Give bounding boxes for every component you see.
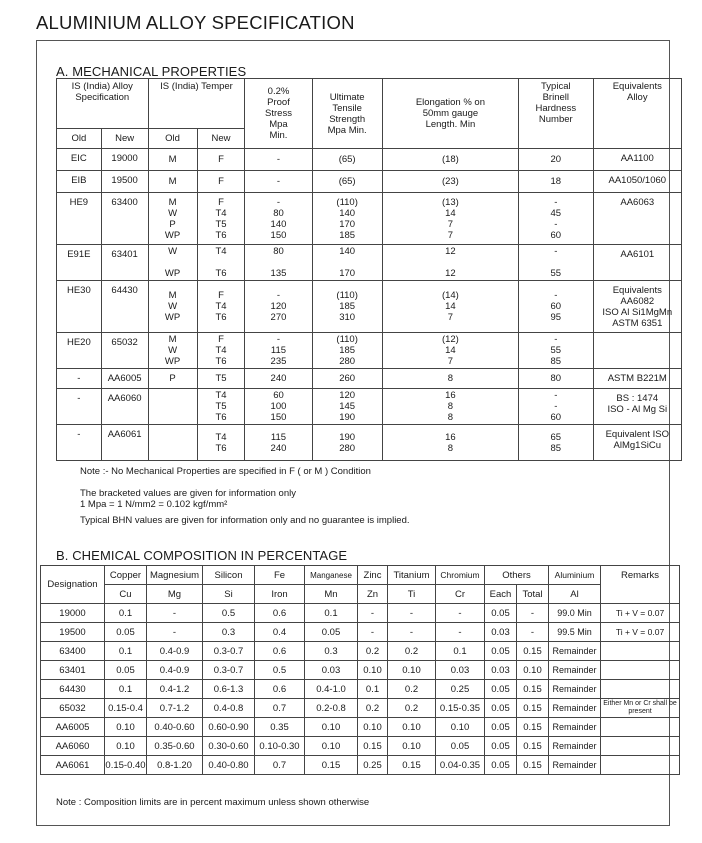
comp-cell-rem	[601, 718, 680, 737]
comp-cell-each: 0.03	[485, 623, 517, 642]
comp-cell-al: Remainder	[549, 642, 601, 661]
mech-cell-proof: -	[245, 149, 312, 171]
comp-cell-fe: 0.7	[255, 756, 305, 775]
comp-cell-total: 0.15	[517, 642, 549, 661]
comp-cell-ti: 0.2	[388, 680, 436, 699]
note-mechanical: Note :- No Mechanical Properties are specified in F ( or M ) Condition	[80, 466, 371, 477]
comp-cell-cu: 0.1	[105, 642, 147, 661]
comp-row	[41, 756, 680, 775]
mech-cell-equiv: Equivalents AA6082 ISO Al Si1MgMn ASTM 6351	[593, 281, 681, 333]
comp-cell-rem	[601, 756, 680, 775]
comp-cell-cr: 0.04-0.35	[436, 756, 485, 775]
comp-cell-mg: 0.35-0.60	[147, 737, 203, 756]
comp-cell-d: AA6060	[41, 737, 105, 756]
comp-cell-si: 0.60-0.90	[203, 718, 255, 737]
comp-cell-al: Remainder	[549, 699, 601, 718]
comp-cell-ti: 0.10	[388, 737, 436, 756]
mech-cell-uts: (65)	[312, 171, 382, 193]
mech-cell-t-new: F T4 T6	[197, 281, 245, 333]
comp-cell-si: 0.3-0.7	[203, 661, 255, 680]
comp-cell-si: 0.30-0.60	[203, 737, 255, 756]
note-units: 1 Mpa = 1 N/mm2 = 0.102 kgf/mm²	[80, 499, 228, 510]
mech-cell-uts: 140 170	[312, 245, 382, 281]
mech-cell-t-new: F	[197, 149, 245, 171]
comp-cell-cr: 0.25	[436, 680, 485, 699]
comp-cell-rem	[601, 680, 680, 699]
chemical-composition-table	[40, 565, 680, 775]
mech-cell-new: 63401	[101, 245, 148, 281]
mech-cell-elong: 16 8	[382, 425, 518, 461]
comp-cell-zn: 0.25	[358, 756, 388, 775]
comp-cell-fe: 0.6	[255, 642, 305, 661]
comp-cell-d: AA6061	[41, 756, 105, 775]
comp-cell-d: 19000	[41, 604, 105, 623]
mech-cell-elong: 8	[382, 369, 518, 389]
comp-cell-total: 0.15	[517, 699, 549, 718]
comp-cell-cu: 0.10	[105, 737, 147, 756]
header-fe: Fe	[255, 566, 305, 585]
header-mg: Mg	[147, 585, 203, 604]
mech-cell-elong: 12 12	[382, 245, 518, 281]
comp-row	[41, 642, 680, 661]
mechanical-properties-table	[56, 78, 682, 461]
comp-cell-each: 0.05	[485, 699, 517, 718]
comp-cell-mg: 0.4-0.9	[147, 642, 203, 661]
mech-cell-t-new: F T4 T6	[197, 333, 245, 369]
comp-cell-total: 0.15	[517, 756, 549, 775]
mech-cell-equiv: AA6101	[593, 245, 681, 281]
header-al: Al	[549, 585, 601, 604]
header-manganese: Manganese	[305, 566, 358, 585]
mech-cell-proof: -	[245, 171, 312, 193]
header-si: Si	[203, 585, 255, 604]
comp-cell-rem	[601, 737, 680, 756]
comp-cell-mn: 0.2-0.8	[305, 699, 358, 718]
header-temper-new: New	[197, 129, 245, 149]
header-temper-old: Old	[148, 129, 197, 149]
comp-cell-ti: 0.10	[388, 661, 436, 680]
header-brinell: Typical Brinell Hardness Number	[519, 79, 594, 149]
comp-row	[41, 604, 680, 623]
mech-cell-t-old: P	[148, 369, 197, 389]
comp-cell-cr: 0.10	[436, 718, 485, 737]
comp-cell-each: 0.05	[485, 718, 517, 737]
mech-cell-new: 19000	[101, 149, 148, 171]
comp-cell-each: 0.05	[485, 642, 517, 661]
mech-cell-uts: (65)	[312, 149, 382, 171]
mech-cell-new: AA6061	[101, 425, 148, 461]
comp-row	[41, 718, 680, 737]
comp-cell-total: 0.10	[517, 661, 549, 680]
mech-cell-bhn: - 55 85	[519, 333, 594, 369]
comp-cell-total: 0.15	[517, 737, 549, 756]
mech-cell-bhn: - 45 - 60	[519, 193, 594, 245]
comp-cell-each: 0.05	[485, 604, 517, 623]
comp-cell-fe: 0.6	[255, 680, 305, 699]
comp-cell-ti: -	[388, 623, 436, 642]
mech-cell-old: -	[57, 369, 102, 389]
comp-cell-each: 0.05	[485, 737, 517, 756]
mech-cell-t-new: T4 T6	[197, 425, 245, 461]
mech-row	[57, 149, 682, 171]
mech-cell-old: HE9	[57, 193, 102, 245]
mech-cell-t-new: T4 T5 T6	[197, 389, 245, 425]
mech-cell-t-old: W WP	[148, 245, 197, 281]
comp-cell-zn: 0.10	[358, 661, 388, 680]
comp-cell-mn: 0.03	[305, 661, 358, 680]
comp-cell-mg: 0.4-0.9	[147, 661, 203, 680]
comp-row	[41, 661, 680, 680]
comp-cell-ti: 0.15	[388, 756, 436, 775]
comp-cell-mg: 0.8-1.20	[147, 756, 203, 775]
mech-cell-new: 64430	[101, 281, 148, 333]
comp-cell-fe: 0.10-0.30	[255, 737, 305, 756]
comp-row	[41, 699, 680, 718]
mech-cell-elong: (18)	[382, 149, 518, 171]
comp-cell-mg: 0.4-1.2	[147, 680, 203, 699]
comp-cell-al: 99.0 Min	[549, 604, 601, 623]
comp-cell-mg: -	[147, 623, 203, 642]
header-total: Total	[517, 585, 549, 604]
comp-cell-mn: 0.15	[305, 756, 358, 775]
mech-cell-bhn: 65 85	[519, 425, 594, 461]
mech-cell-t-old	[148, 389, 197, 425]
comp-cell-cu: 0.05	[105, 623, 147, 642]
mech-cell-proof: - 115 235	[245, 333, 312, 369]
comp-cell-cu: 0.10	[105, 718, 147, 737]
mech-cell-old: EIB	[57, 171, 102, 193]
mech-row	[57, 281, 682, 333]
header-each: Each	[485, 585, 517, 604]
mech-row	[57, 171, 682, 193]
comp-row	[41, 680, 680, 699]
comp-cell-zn: 0.10	[358, 718, 388, 737]
comp-cell-mn: 0.3	[305, 642, 358, 661]
header-ti: Ti	[388, 585, 436, 604]
mech-cell-uts: (110) 185 310	[312, 281, 382, 333]
header-old: Old	[57, 129, 102, 149]
comp-cell-mg: 0.40-0.60	[147, 718, 203, 737]
mech-cell-elong: (14) 14 7	[382, 281, 518, 333]
mech-cell-bhn: 80	[519, 369, 594, 389]
mech-cell-t-new: F T4 T5 T6	[197, 193, 245, 245]
mech-cell-new: 19500	[101, 171, 148, 193]
comp-cell-zn: 0.2	[358, 699, 388, 718]
header-equivalents: Equivalents Alloy	[593, 79, 681, 149]
comp-cell-cr: 0.15-0.35	[436, 699, 485, 718]
mech-cell-uts: 120 145 190	[312, 389, 382, 425]
comp-cell-si: 0.40-0.80	[203, 756, 255, 775]
header-zinc: Zinc	[358, 566, 388, 585]
comp-cell-cu: 0.1	[105, 604, 147, 623]
header-silicon: Silicon	[203, 566, 255, 585]
comp-cell-fe: 0.35	[255, 718, 305, 737]
header-elongation: Elongation % on 50mm gauge Length. Min	[382, 79, 518, 149]
mech-cell-t-new: T5	[197, 369, 245, 389]
comp-cell-mg: -	[147, 604, 203, 623]
comp-cell-rem	[601, 642, 680, 661]
mech-cell-bhn: - - 60	[519, 389, 594, 425]
comp-cell-fe: 0.7	[255, 699, 305, 718]
mech-cell-old: HE30	[57, 281, 102, 333]
comp-cell-cr: -	[436, 604, 485, 623]
mech-cell-old: HE20	[57, 333, 102, 369]
mech-cell-elong: (12) 14 7	[382, 333, 518, 369]
comp-cell-rem: Ti + V = 0.07	[601, 623, 680, 642]
mech-cell-t-old: M	[148, 171, 197, 193]
comp-cell-cr: 0.1	[436, 642, 485, 661]
header-new: New	[101, 129, 148, 149]
header-spec: IS (India) Alloy Specification	[57, 79, 149, 129]
comp-row	[41, 623, 680, 642]
mech-cell-new: AA6005	[101, 369, 148, 389]
comp-cell-d: 65032	[41, 699, 105, 718]
comp-cell-cr: 0.05	[436, 737, 485, 756]
header-cu: Cu	[105, 585, 147, 604]
header-cr: Cr	[436, 585, 485, 604]
mech-cell-equiv: BS : 1474 ISO - Al Mg Si	[593, 389, 681, 425]
header-copper: Copper	[105, 566, 147, 585]
mech-cell-t-old	[148, 425, 197, 461]
mech-cell-uts: (110) 185 280	[312, 333, 382, 369]
mech-row	[57, 245, 682, 281]
comp-cell-total: -	[517, 623, 549, 642]
note-composition: Note : Composition limits are in percent maximum unless shown otherwise	[56, 797, 370, 808]
comp-cell-mn: 0.10	[305, 737, 358, 756]
mech-cell-equiv: AA6063	[593, 193, 681, 245]
comp-cell-cr: -	[436, 623, 485, 642]
mech-cell-t-old: M W P WP	[148, 193, 197, 245]
comp-cell-fe: 0.4	[255, 623, 305, 642]
comp-cell-d: 63400	[41, 642, 105, 661]
comp-cell-cu: 0.15-0.4	[105, 699, 147, 718]
mech-row	[57, 193, 682, 245]
mech-cell-equiv: Equivalent ISO AlMg1SiCu	[593, 425, 681, 461]
mech-cell-new: 65032	[101, 333, 148, 369]
mech-cell-bhn: 18	[519, 171, 594, 193]
comp-cell-zn: 0.15	[358, 737, 388, 756]
header-remarks: Remarks	[601, 566, 680, 604]
header-iron: Iron	[255, 585, 305, 604]
mech-cell-proof: - 80 140 150	[245, 193, 312, 245]
mech-cell-equiv: ASTM B221M	[593, 369, 681, 389]
header-others: Others	[485, 566, 549, 585]
mech-cell-bhn: 20	[519, 149, 594, 171]
comp-cell-d: 64430	[41, 680, 105, 699]
comp-cell-ti: 0.2	[388, 699, 436, 718]
mech-cell-proof: 115 240	[245, 425, 312, 461]
comp-cell-cu: 0.15-0.40	[105, 756, 147, 775]
comp-cell-si: 0.5	[203, 604, 255, 623]
mech-cell-old: E91E	[57, 245, 102, 281]
comp-cell-total: 0.15	[517, 680, 549, 699]
mech-cell-old: -	[57, 425, 102, 461]
comp-cell-rem: Ti + V = 0.07	[601, 604, 680, 623]
section-a-title: A. MECHANICAL PROPERTIES	[56, 64, 247, 79]
comp-cell-al: 99.5 Min	[549, 623, 601, 642]
comp-cell-mn: 0.05	[305, 623, 358, 642]
mech-cell-proof: 240	[245, 369, 312, 389]
mech-cell-elong: 16 8 8	[382, 389, 518, 425]
mech-cell-proof: 60 100 150	[245, 389, 312, 425]
comp-cell-al: Remainder	[549, 680, 601, 699]
comp-row	[41, 737, 680, 756]
comp-cell-total: -	[517, 604, 549, 623]
mech-cell-t-old: M	[148, 149, 197, 171]
comp-cell-cr: 0.03	[436, 661, 485, 680]
header-magnesium: Magnesium	[147, 566, 203, 585]
comp-cell-cu: 0.05	[105, 661, 147, 680]
mech-cell-uts: (110) 140 170 185	[312, 193, 382, 245]
comp-cell-si: 0.4-0.8	[203, 699, 255, 718]
mech-cell-bhn: - 60 95	[519, 281, 594, 333]
header-proof-stress: 0.2% Proof Stress Mpa Min.	[245, 79, 312, 149]
header-zn: Zn	[358, 585, 388, 604]
comp-cell-fe: 0.6	[255, 604, 305, 623]
mech-cell-new: AA6060	[101, 389, 148, 425]
mech-cell-t-old: M W WP	[148, 281, 197, 333]
comp-cell-rem: Either Mn or Cr shall be present	[601, 699, 680, 718]
note-bracketed: The bracketed values are given for information only	[80, 488, 296, 499]
mech-cell-equiv: AA1100	[593, 149, 681, 171]
note-bhn: Typical BHN values are given for information only and no guarantee is implied.	[80, 515, 410, 526]
mech-cell-elong: (13) 14 7 7	[382, 193, 518, 245]
comp-cell-si: 0.3-0.7	[203, 642, 255, 661]
header-mn: Mn	[305, 585, 358, 604]
header-temper: IS (India) Temper	[148, 79, 245, 129]
comp-cell-ti: 0.2	[388, 642, 436, 661]
comp-cell-al: Remainder	[549, 737, 601, 756]
comp-cell-d: 19500	[41, 623, 105, 642]
comp-cell-each: 0.05	[485, 756, 517, 775]
mech-row	[57, 333, 682, 369]
mech-cell-elong: (23)	[382, 171, 518, 193]
mech-row	[57, 389, 682, 425]
comp-cell-d: 63401	[41, 661, 105, 680]
comp-cell-mg: 0.7-1.2	[147, 699, 203, 718]
comp-cell-al: Remainder	[549, 661, 601, 680]
mech-cell-t-old: M W WP	[148, 333, 197, 369]
comp-cell-si: 0.6-1.3	[203, 680, 255, 699]
mech-cell-t-new: F	[197, 171, 245, 193]
comp-cell-zn: 0.2	[358, 642, 388, 661]
comp-cell-mn: 0.1	[305, 604, 358, 623]
mech-cell-bhn: - 55	[519, 245, 594, 281]
mech-row	[57, 425, 682, 461]
comp-cell-mn: 0.10	[305, 718, 358, 737]
comp-cell-ti: -	[388, 604, 436, 623]
mech-cell-new: 63400	[101, 193, 148, 245]
comp-cell-al: Remainder	[549, 718, 601, 737]
mech-cell-proof: - 120 270	[245, 281, 312, 333]
comp-cell-mn: 0.4-1.0	[305, 680, 358, 699]
comp-cell-si: 0.3	[203, 623, 255, 642]
comp-cell-cu: 0.1	[105, 680, 147, 699]
comp-cell-zn: 0.1	[358, 680, 388, 699]
mech-cell-uts: 260	[312, 369, 382, 389]
comp-cell-d: AA6005	[41, 718, 105, 737]
mech-cell-equiv: AA1050/1060	[593, 171, 681, 193]
comp-cell-fe: 0.5	[255, 661, 305, 680]
header-titanium: Titanium	[388, 566, 436, 585]
header-aluminium: Aluminium	[549, 566, 601, 585]
comp-cell-zn: -	[358, 623, 388, 642]
comp-cell-each: 0.05	[485, 680, 517, 699]
section-b-title: B. CHEMICAL COMPOSITION IN PERCENTAGE	[56, 548, 348, 563]
comp-cell-each: 0.03	[485, 661, 517, 680]
comp-cell-ti: 0.10	[388, 718, 436, 737]
mech-cell-old: EIC	[57, 149, 102, 171]
comp-cell-al: Remainder	[549, 756, 601, 775]
mech-cell-t-new: T4 T6	[197, 245, 245, 281]
mech-cell-equiv	[593, 333, 681, 369]
header-designation: Designation	[41, 566, 105, 604]
header-uts: Ultimate Tensile Strength Mpa Min.	[312, 79, 382, 149]
header-chromium: Chromium	[436, 566, 485, 585]
page-title: ALUMINIUM ALLOY SPECIFICATION	[36, 12, 355, 33]
comp-cell-rem	[601, 661, 680, 680]
mech-cell-uts: 190 280	[312, 425, 382, 461]
mech-cell-proof: 80 135	[245, 245, 312, 281]
comp-cell-total: 0.15	[517, 718, 549, 737]
comp-cell-zn: -	[358, 604, 388, 623]
mech-row	[57, 369, 682, 389]
mech-cell-old: -	[57, 389, 102, 425]
